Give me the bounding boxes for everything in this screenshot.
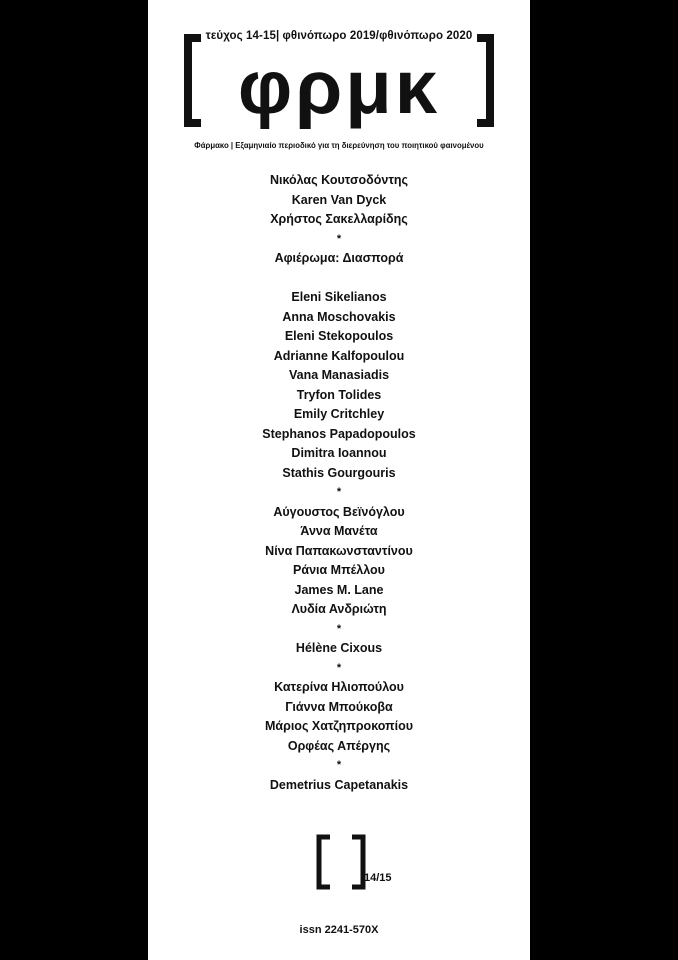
contributor-name: Demetrius Capetanakis [269, 777, 409, 792]
issue-number: 14/15 [364, 872, 392, 884]
journal-cover [148, 0, 530, 960]
contributor-name: Άννα Μανέτα [300, 524, 378, 538]
contributor-name: Ορφέας Απέργης [287, 738, 391, 753]
contributor-name: Κατερίνα Ηλιοπούλου [274, 680, 404, 694]
contributor-name: Νικόλας Κουτσοδόντης [269, 173, 409, 187]
separator-asterisk: * [336, 232, 342, 245]
contributor-name: Eleni Sikelianos [291, 290, 387, 304]
spacer [148, 269, 530, 289]
masthead [184, 30, 494, 130]
contributor-name: Νίνα Παπακωνσταντίνου [265, 543, 413, 558]
contributor-name: Emily Critchley [293, 407, 385, 421]
journal-subtitle: Φάρμακο | Εξαμηνιαίο περιοδικό για τη διερεύνηση του ποιητικού φαινομένου [194, 141, 484, 150]
contributor-name: Λυδία Ανδριώτη [291, 602, 387, 616]
contributor-name: Ράνια Μπέλλου [293, 563, 385, 577]
section-heading: Αφιέρωμα: Διασπορά [274, 251, 404, 265]
separator-asterisk: * [336, 486, 342, 498]
separator-asterisk: * [336, 622, 342, 635]
contributor-name: Karen Van Dyck [291, 192, 387, 207]
separator-asterisk: * [336, 759, 342, 771]
contributor-name: Eleni Stekopoulos [284, 329, 394, 343]
contributor-name: Hélène Cixous [295, 641, 383, 655]
contributor-name: Tryfon Tolides [296, 387, 382, 402]
contributor-name: Αύγουστος Βεϊνόγλου [273, 504, 405, 519]
contributor-name: Adrianne Kalfopoulou [273, 348, 405, 363]
contributor-name: James M. Lane [294, 582, 384, 597]
contributor-name: Vana Manasiadis [288, 368, 390, 382]
contributor-name: Stathis Gourgouris [282, 465, 396, 480]
contributor-name: Χρήστος Σακελλαρίδης [270, 212, 408, 226]
contributor-name: Dimitra Ioannou [291, 446, 387, 460]
contributor-name: Γιάννα Μπούκοβα [285, 699, 393, 714]
contributors-list [148, 171, 530, 795]
journal-title: φρμκ [237, 45, 441, 130]
separator-asterisk: * [336, 661, 342, 674]
issn: issn 2241-570X [299, 924, 379, 936]
contributor-name: Anna Moschovakis [282, 309, 396, 324]
issue-line: τεύχος 14-15| φθινόπωρο 2019/φθινόπωρο 2020 [205, 30, 473, 42]
contributor-name: Stephanos Papadopoulos [262, 426, 416, 441]
bracket-pill-logo-icon [316, 834, 366, 890]
contributor-name: Μάριος Χατζηπροκοπίου [265, 719, 413, 733]
